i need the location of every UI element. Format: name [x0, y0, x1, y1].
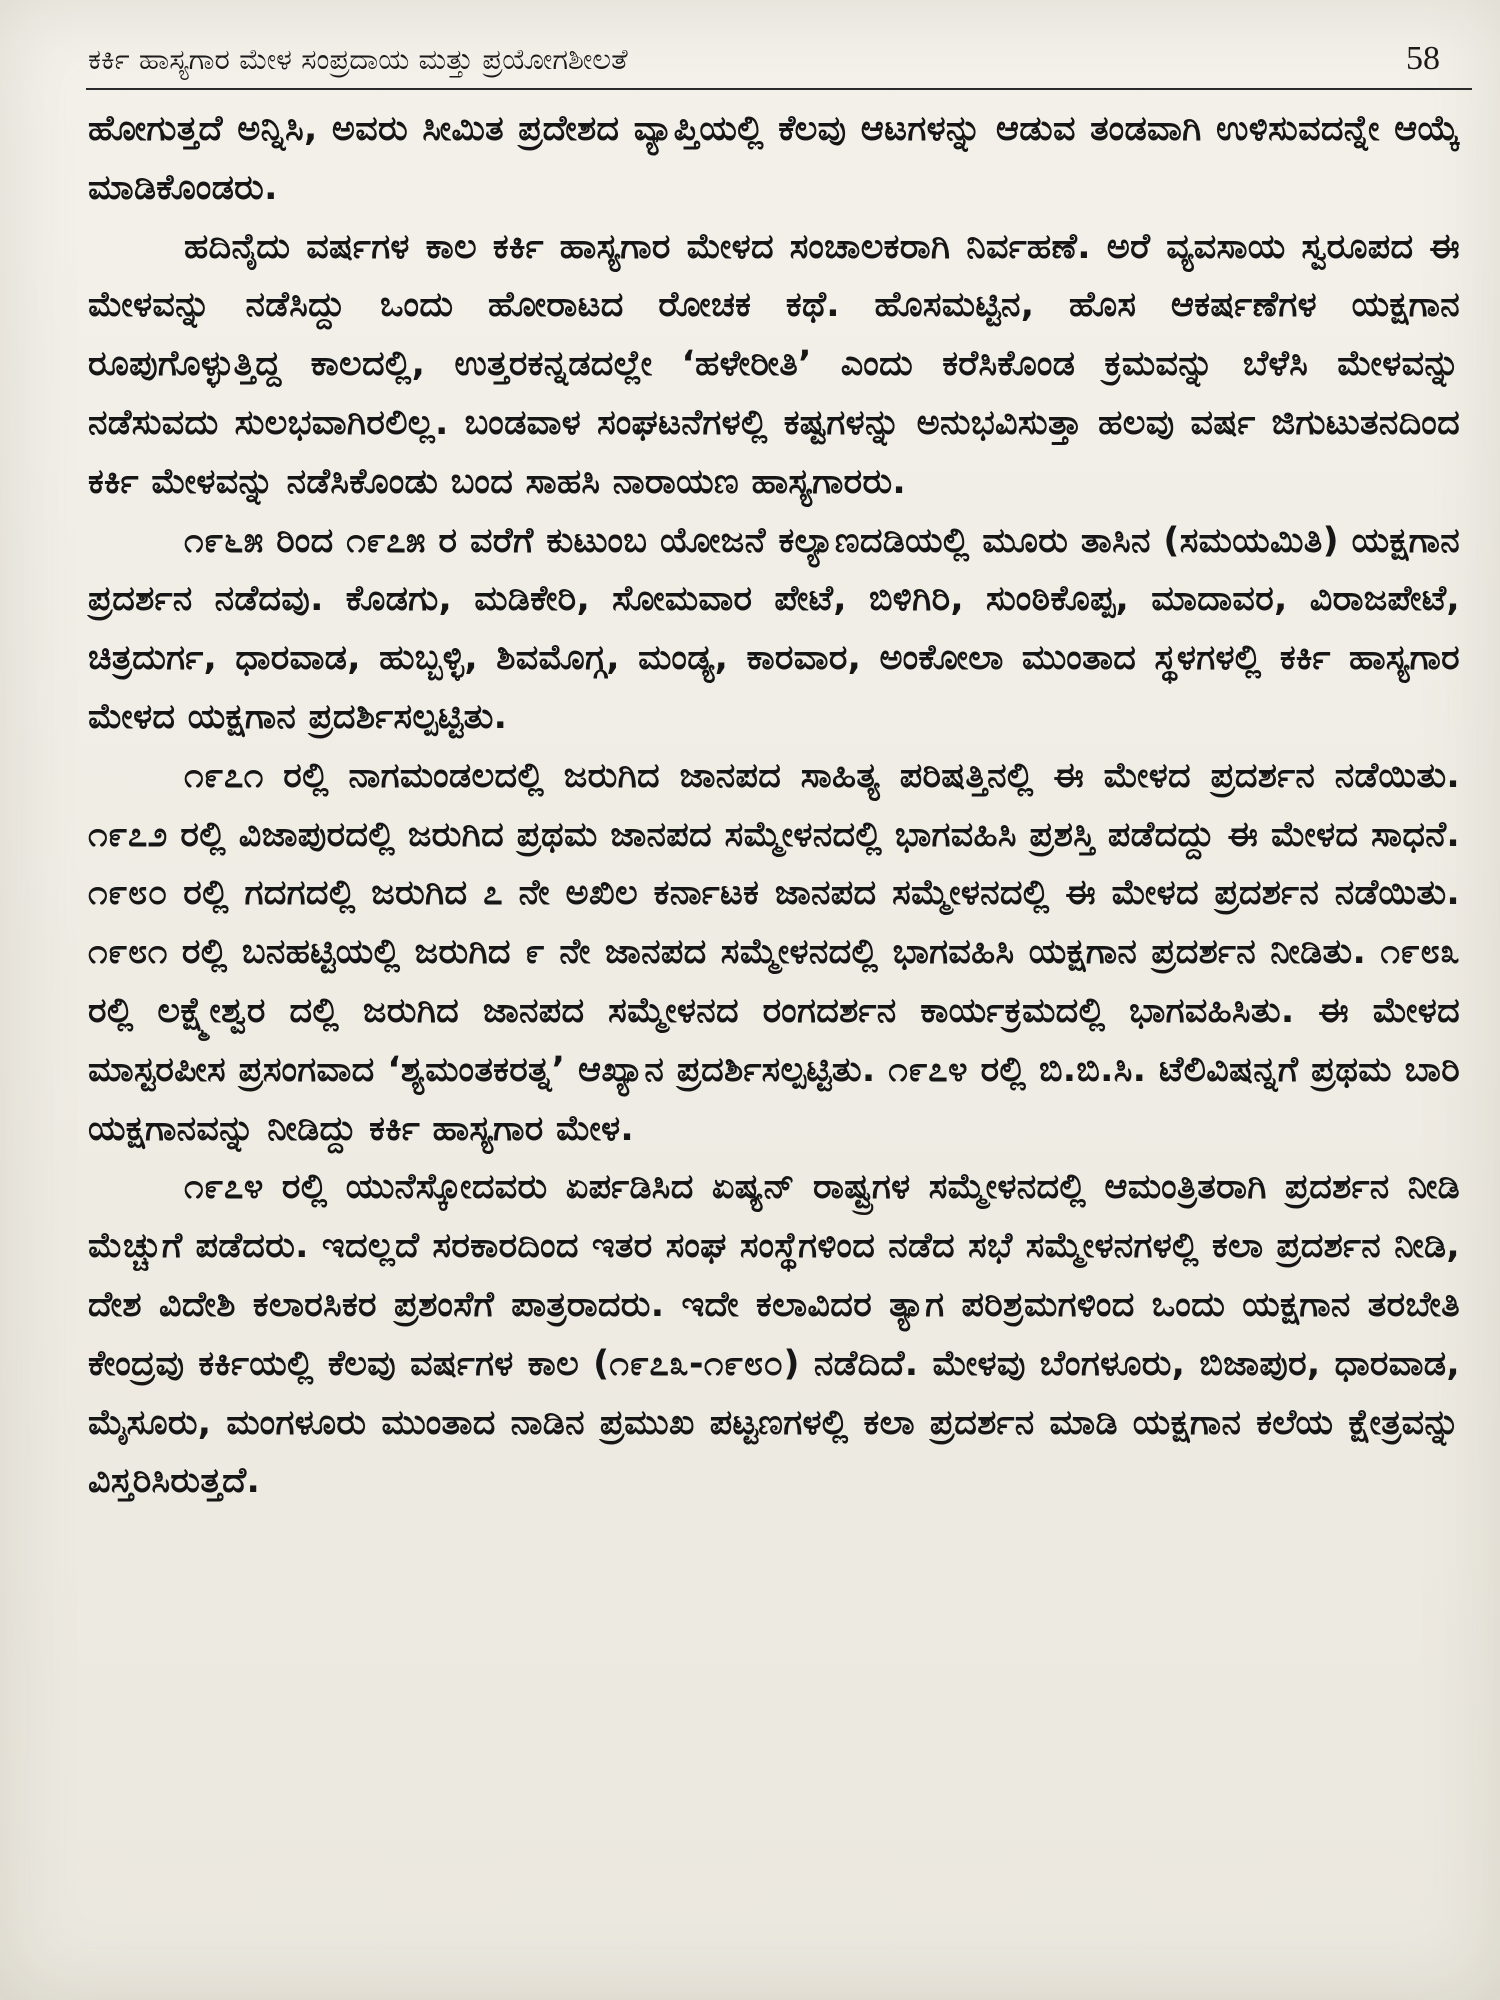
running-header: [88, 40, 1440, 80]
paragraph: ೧೯೭೧ ರಲ್ಲಿ ನಾಗಮಂಡಲದಲ್ಲಿ ಜರುಗಿದ ಜಾನಪದ ಸಾಹಿತ್ಯ ಪರಿಷತ್ತಿನಲ್ಲಿ ಈ ಮೇಳದ ಪ್ರದರ್ಶನ ನಡೆಯಿತು. ೧೯೭೨ ರಲ್ಲಿ ವಿಜಾಪುರದಲ್ಲಿ ಜರುಗಿದ ಪ್ರಥಮ ಜಾನಪದ ಸಮ್ಮೇಳನದಲ್ಲಿ ಭಾಗವಹಿಸಿ ಪ್ರಶಸ್ತಿ ಪಡೆದದ್ದು ಈ ಮೇಳದ ಸಾಧನೆ. ೧೯೮೦ ರಲ್ಲಿ ಗದಗದಲ್ಲಿ ಜರುಗಿದ ೭ ನೇ ಅಖಿಲ ಕರ್ನಾಟಕ ಜಾನಪದ ಸಮ್ಮೇಳನದಲ್ಲಿ ಈ ಮೇಳದ ಪ್ರದರ್ಶನ ನಡೆಯಿತು. ೧೯೮೧ ರಲ್ಲಿ ಬನಹಟ್ಟಿಯಲ್ಲಿ ಜರುಗಿದ ೯ ನೇ ಜಾನಪದ ಸಮ್ಮೇಳನದಲ್ಲಿ ಭಾಗವಹಿಸಿ ಯಕ್ಷಗಾನ ಪ್ರದರ್ಶನ ನೀಡಿತು. ೧೯೮೩ ರಲ್ಲಿ ಲಕ್ಷ್ಮೇಶ್ವರ ದಲ್ಲಿ ಜರುಗಿದ ಜಾನಪದ ಸಮ್ಮೇಳನದ ರಂಗದರ್ಶನ ಕಾರ್ಯಕ್ರಮದಲ್ಲಿ ಭಾಗವಹಿಸಿತು. ಈ ಮೇಳದ ಮಾಸ್ಟರಪೀಸ ಪ್ರಸಂಗವಾದ ‘ಶ್ಯಮಂತಕರತ್ನ’ ಆಖ್ಯಾನ ಪ್ರದರ್ಶಿಸಲ್ಪಟ್ಟಿತು. ೧೯೭೪ ರಲ್ಲಿ ಬಿ.ಬಿ.ಸಿ. ಟೆಲಿವಿಷನ್ನಗೆ ಪ್ರಥಮ ಬಾರಿ ಯಕ್ಷಗಾನವನ್ನು ನೀಡಿದ್ದು ಕರ್ಕಿ ಹಾಸ್ಯಗಾರ ಮೇಳ.: [88, 755, 1460, 1149]
running-title: ಕರ್ಕಿ ಹಾಸ್ಯಗಾರ ಮೇಳ ಸಂಪ್ರದಾಯ ಮತ್ತು ಪ್ರಯೋಗಶೀಲತೆ: [88, 42, 628, 76]
body-text: [88, 100, 1460, 1511]
paragraph: ಹೋಗುತ್ತದೆ ಅನ್ನಿಸಿ, ಅವರು ಸೀಮಿತ ಪ್ರದೇಶದ ವ್ಯಾಪ್ತಿಯಲ್ಲಿ ಕೆಲವು ಆಟಗಳನ್ನು ಆಡುವ ತಂಡವಾಗಿ ಉಳಿಸುವದನ್ನೇ ಆಯ್ಕೆ ಮಾಡಿಕೊಂಡರು.: [88, 109, 1460, 208]
paragraph: ಹದಿನೈದು ವರ್ಷಗಳ ಕಾಲ ಕರ್ಕಿ ಹಾಸ್ಯಗಾರ ಮೇಳದ ಸಂಚಾಲಕರಾಗಿ ನಿರ್ವಹಣೆ. ಅರೆ ವ್ಯವಸಾಯ ಸ್ವರೂಪದ ಈ ಮೇಳವನ್ನು ನಡೆಸಿದ್ದು ಒಂದು ಹೋರಾಟದ ರೋಚಕ ಕಥೆ. ಹೊಸಮಟ್ಟಿನ, ಹೊಸ ಆಕರ್ಷಣೆಗಳ ಯಕ್ಷಗಾನ ರೂಪುಗೊಳ್ಳುತ್ತಿದ್ದ ಕಾಲದಲ್ಲಿ, ಉತ್ತರಕನ್ನಡದಲ್ಲೇ ‘ಹಳೇರೀತಿ’ ಎಂದು ಕರೆಸಿಕೊಂಡ ಕ್ರಮವನ್ನು ಬೆಳೆಸಿ ಮೇಳವನ್ನು ನಡೆಸುವದು ಸುಲಭವಾಗಿರಲಿಲ್ಲ. ಬಂಡವಾಳ ಸಂಘಟನೆಗಳಲ್ಲಿ ಕಷ್ಟಗಳನ್ನು ಅನುಭವಿಸುತ್ತಾ ಹಲವು ವರ್ಷ ಜಿಗುಟುತನದಿಂದ ಕರ್ಕಿ ಮೇಳವನ್ನು ನಡೆಸಿಕೊಂಡು ಬಂದ ಸಾಹಸಿ ನಾರಾಯಣ ಹಾಸ್ಯಗಾರರು.: [88, 226, 1460, 502]
paragraph: ೧೯೬೫ ರಿಂದ ೧೯೭೫ ರ ವರೆಗೆ ಕುಟುಂಬ ಯೋಜನೆ ಕಲ್ಯಾಣದಡಿಯಲ್ಲಿ ಮೂರು ತಾಸಿನ (ಸಮಯಮಿತಿ) ಯಕ್ಷಗಾನ ಪ್ರದರ್ಶನ ನಡೆದವು. ಕೊಡಗು, ಮಡಿಕೇರಿ, ಸೋಮವಾರ ಪೇಟೆ, ಬಿಳಿಗಿರಿ, ಸುಂಠಿಕೊಪ್ಪ, ಮಾದಾವರ, ವಿರಾಜಪೇಟೆ, ಚಿತ್ರದುರ್ಗ, ಧಾರವಾಡ, ಹುಬ್ಬಳ್ಳಿ, ಶಿವಮೊಗ್ಗ, ಮಂಡ್ಯ, ಕಾರವಾರ, ಅಂಕೋಲಾ ಮುಂತಾದ ಸ್ಥಳಗಳಲ್ಲಿ ಕರ್ಕಿ ಹಾಸ್ಯಗಾರ ಮೇಳದ ಯಕ್ಷಗಾನ ಪ್ರದರ್ಶಿಸಲ್ಪಟ್ಟಿತು.: [88, 520, 1460, 737]
header-rule: [86, 88, 1472, 90]
paragraph: ೧೯೭೪ ರಲ್ಲಿ ಯುನೆಸ್ಕೋದವರು ಏರ್ಪಡಿಸಿದ ಏಷ್ಯನ್ ರಾಷ್ಟ್ರಗಳ ಸಮ್ಮೇಳನದಲ್ಲಿ ಆಮಂತ್ರಿತರಾಗಿ ಪ್ರದರ್ಶನ ನೀಡಿ ಮೆಚ್ಚುಗೆ ಪಡೆದರು. ಇದಲ್ಲದೆ ಸರಕಾರದಿಂದ ಇತರ ಸಂಘ ಸಂಸ್ಥೆಗಳಿಂದ ನಡೆದ ಸಭೆ ಸಮ್ಮೇಳನಗಳಲ್ಲಿ ಕಲಾ ಪ್ರದರ್ಶನ ನೀಡಿ, ದೇಶ ವಿದೇಶಿ ಕಲಾರಸಿಕರ ಪ್ರಶಂಸೆಗೆ ಪಾತ್ರರಾದರು. ಇದೇ ಕಲಾವಿದರ ತ್ಯಾಗ ಪರಿಶ್ರಮಗಳಿಂದ ಒಂದು ಯಕ್ಷಗಾನ ತರಬೇತಿ ಕೇಂದ್ರವು ಕರ್ಕಿಯಲ್ಲಿ ಕೆಲವು ವರ್ಷಗಳ ಕಾಲ (೧೯೭೩-೧೯೮೦) ನಡೆದಿದೆ. ಮೇಳವು ಬೆಂಗಳೂರು, ಬಿಜಾಪುರ, ಧಾರವಾಡ, ಮೈಸೂರು, ಮಂಗಳೂರು ಮುಂತಾದ ನಾಡಿನ ಪ್ರಮುಖ ಪಟ್ಟಣಗಳಲ್ಲಿ ಕಲಾ ಪ್ರದರ್ಶನ ಮಾಡಿ ಯಕ್ಷಗಾನ ಕಲೆಯ ಕ್ಷೇತ್ರವನ್ನು ವಿಸ್ತರಿಸಿರುತ್ತದೆ.: [88, 1167, 1460, 1502]
page-number: 58: [1406, 40, 1440, 77]
